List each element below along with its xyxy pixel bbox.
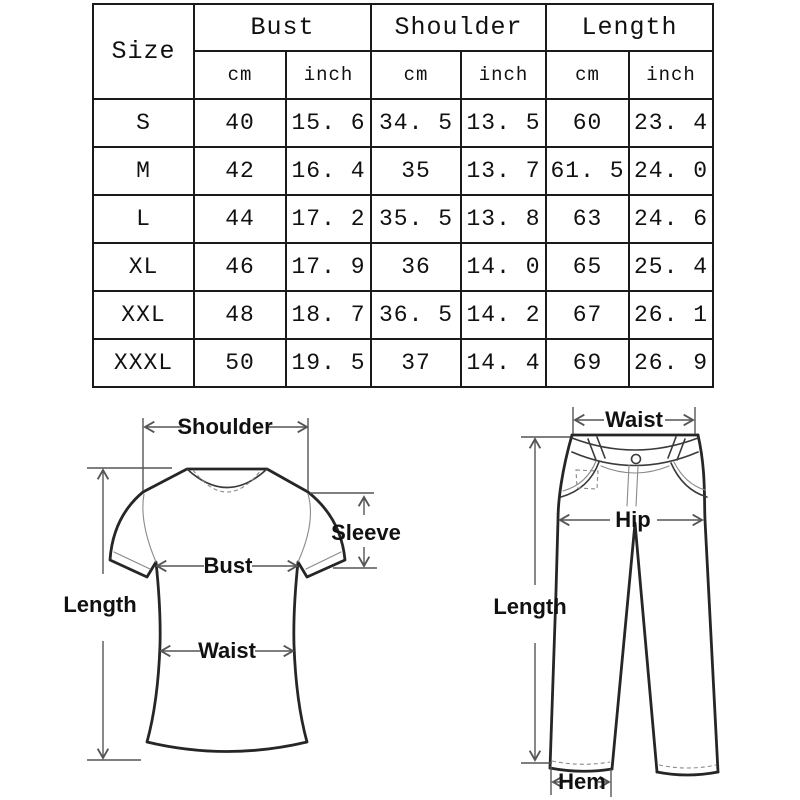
value-cell: 40 — [194, 99, 286, 147]
value-cell: 23. 4 — [629, 99, 713, 147]
pants-hem-label: Hem — [558, 769, 606, 794]
pants-diagram-icon — [493, 407, 718, 797]
size-cell: M — [93, 147, 194, 195]
value-cell: 36 — [371, 243, 461, 291]
value-cell: 26. 9 — [629, 339, 713, 387]
value-cell: 13. 7 — [461, 147, 546, 195]
value-cell: 14. 4 — [461, 339, 546, 387]
value-cell: 69 — [546, 339, 629, 387]
column-header-cm: cm — [371, 51, 461, 99]
value-cell: 26. 1 — [629, 291, 713, 339]
value-cell: 25. 4 — [629, 243, 713, 291]
column-header-length: Length — [546, 4, 713, 51]
value-cell: 37 — [371, 339, 461, 387]
size-cell: XXL — [93, 291, 194, 339]
value-cell: 16. 4 — [286, 147, 371, 195]
value-cell: 17. 9 — [286, 243, 371, 291]
value-cell: 48 — [194, 291, 286, 339]
value-cell: 46 — [194, 243, 286, 291]
value-cell: 65 — [546, 243, 629, 291]
tshirt-diagram-icon — [63, 414, 401, 760]
value-cell: 44 — [194, 195, 286, 243]
tshirt-waist-label: Waist — [198, 638, 256, 663]
value-cell: 24. 0 — [629, 147, 713, 195]
size-cell: S — [93, 99, 194, 147]
column-header-bust: Bust — [194, 4, 371, 51]
value-cell: 15. 6 — [286, 99, 371, 147]
tshirt-bust-label: Bust — [203, 553, 253, 578]
value-cell: 35. 5 — [371, 195, 461, 243]
column-header-inch: inch — [286, 51, 371, 99]
value-cell: 60 — [546, 99, 629, 147]
pants-hip-label: Hip — [615, 507, 651, 532]
value-cell: 50 — [194, 339, 286, 387]
column-header-cm: cm — [546, 51, 629, 99]
tshirt-sleeve-label: Sleeve — [331, 520, 401, 545]
value-cell: 24. 6 — [629, 195, 713, 243]
pants-waist-label: Waist — [605, 407, 663, 432]
tshirt-length-label: Length — [63, 592, 137, 617]
value-cell: 35 — [371, 147, 461, 195]
column-header-shoulder: Shoulder — [371, 4, 546, 51]
column-header-inch: inch — [629, 51, 713, 99]
value-cell: 13. 5 — [461, 99, 546, 147]
value-cell: 14. 0 — [461, 243, 546, 291]
value-cell: 34. 5 — [371, 99, 461, 147]
value-cell: 13. 8 — [461, 195, 546, 243]
column-header-size: Size — [93, 4, 194, 99]
column-header-inch: inch — [461, 51, 546, 99]
value-cell: 42 — [194, 147, 286, 195]
value-cell: 18. 7 — [286, 291, 371, 339]
value-cell: 36. 5 — [371, 291, 461, 339]
value-cell: 67 — [546, 291, 629, 339]
tshirt-shoulder-label: Shoulder — [177, 414, 273, 439]
size-cell: XL — [93, 243, 194, 291]
value-cell: 63 — [546, 195, 629, 243]
value-cell: 14. 2 — [461, 291, 546, 339]
value-cell: 19. 5 — [286, 339, 371, 387]
column-header-cm: cm — [194, 51, 286, 99]
size-cell: L — [93, 195, 194, 243]
value-cell: 17. 2 — [286, 195, 371, 243]
size-cell: XXXL — [93, 339, 194, 387]
value-cell: 61. 5 — [546, 147, 629, 195]
pants-length-label: Length — [493, 594, 567, 619]
